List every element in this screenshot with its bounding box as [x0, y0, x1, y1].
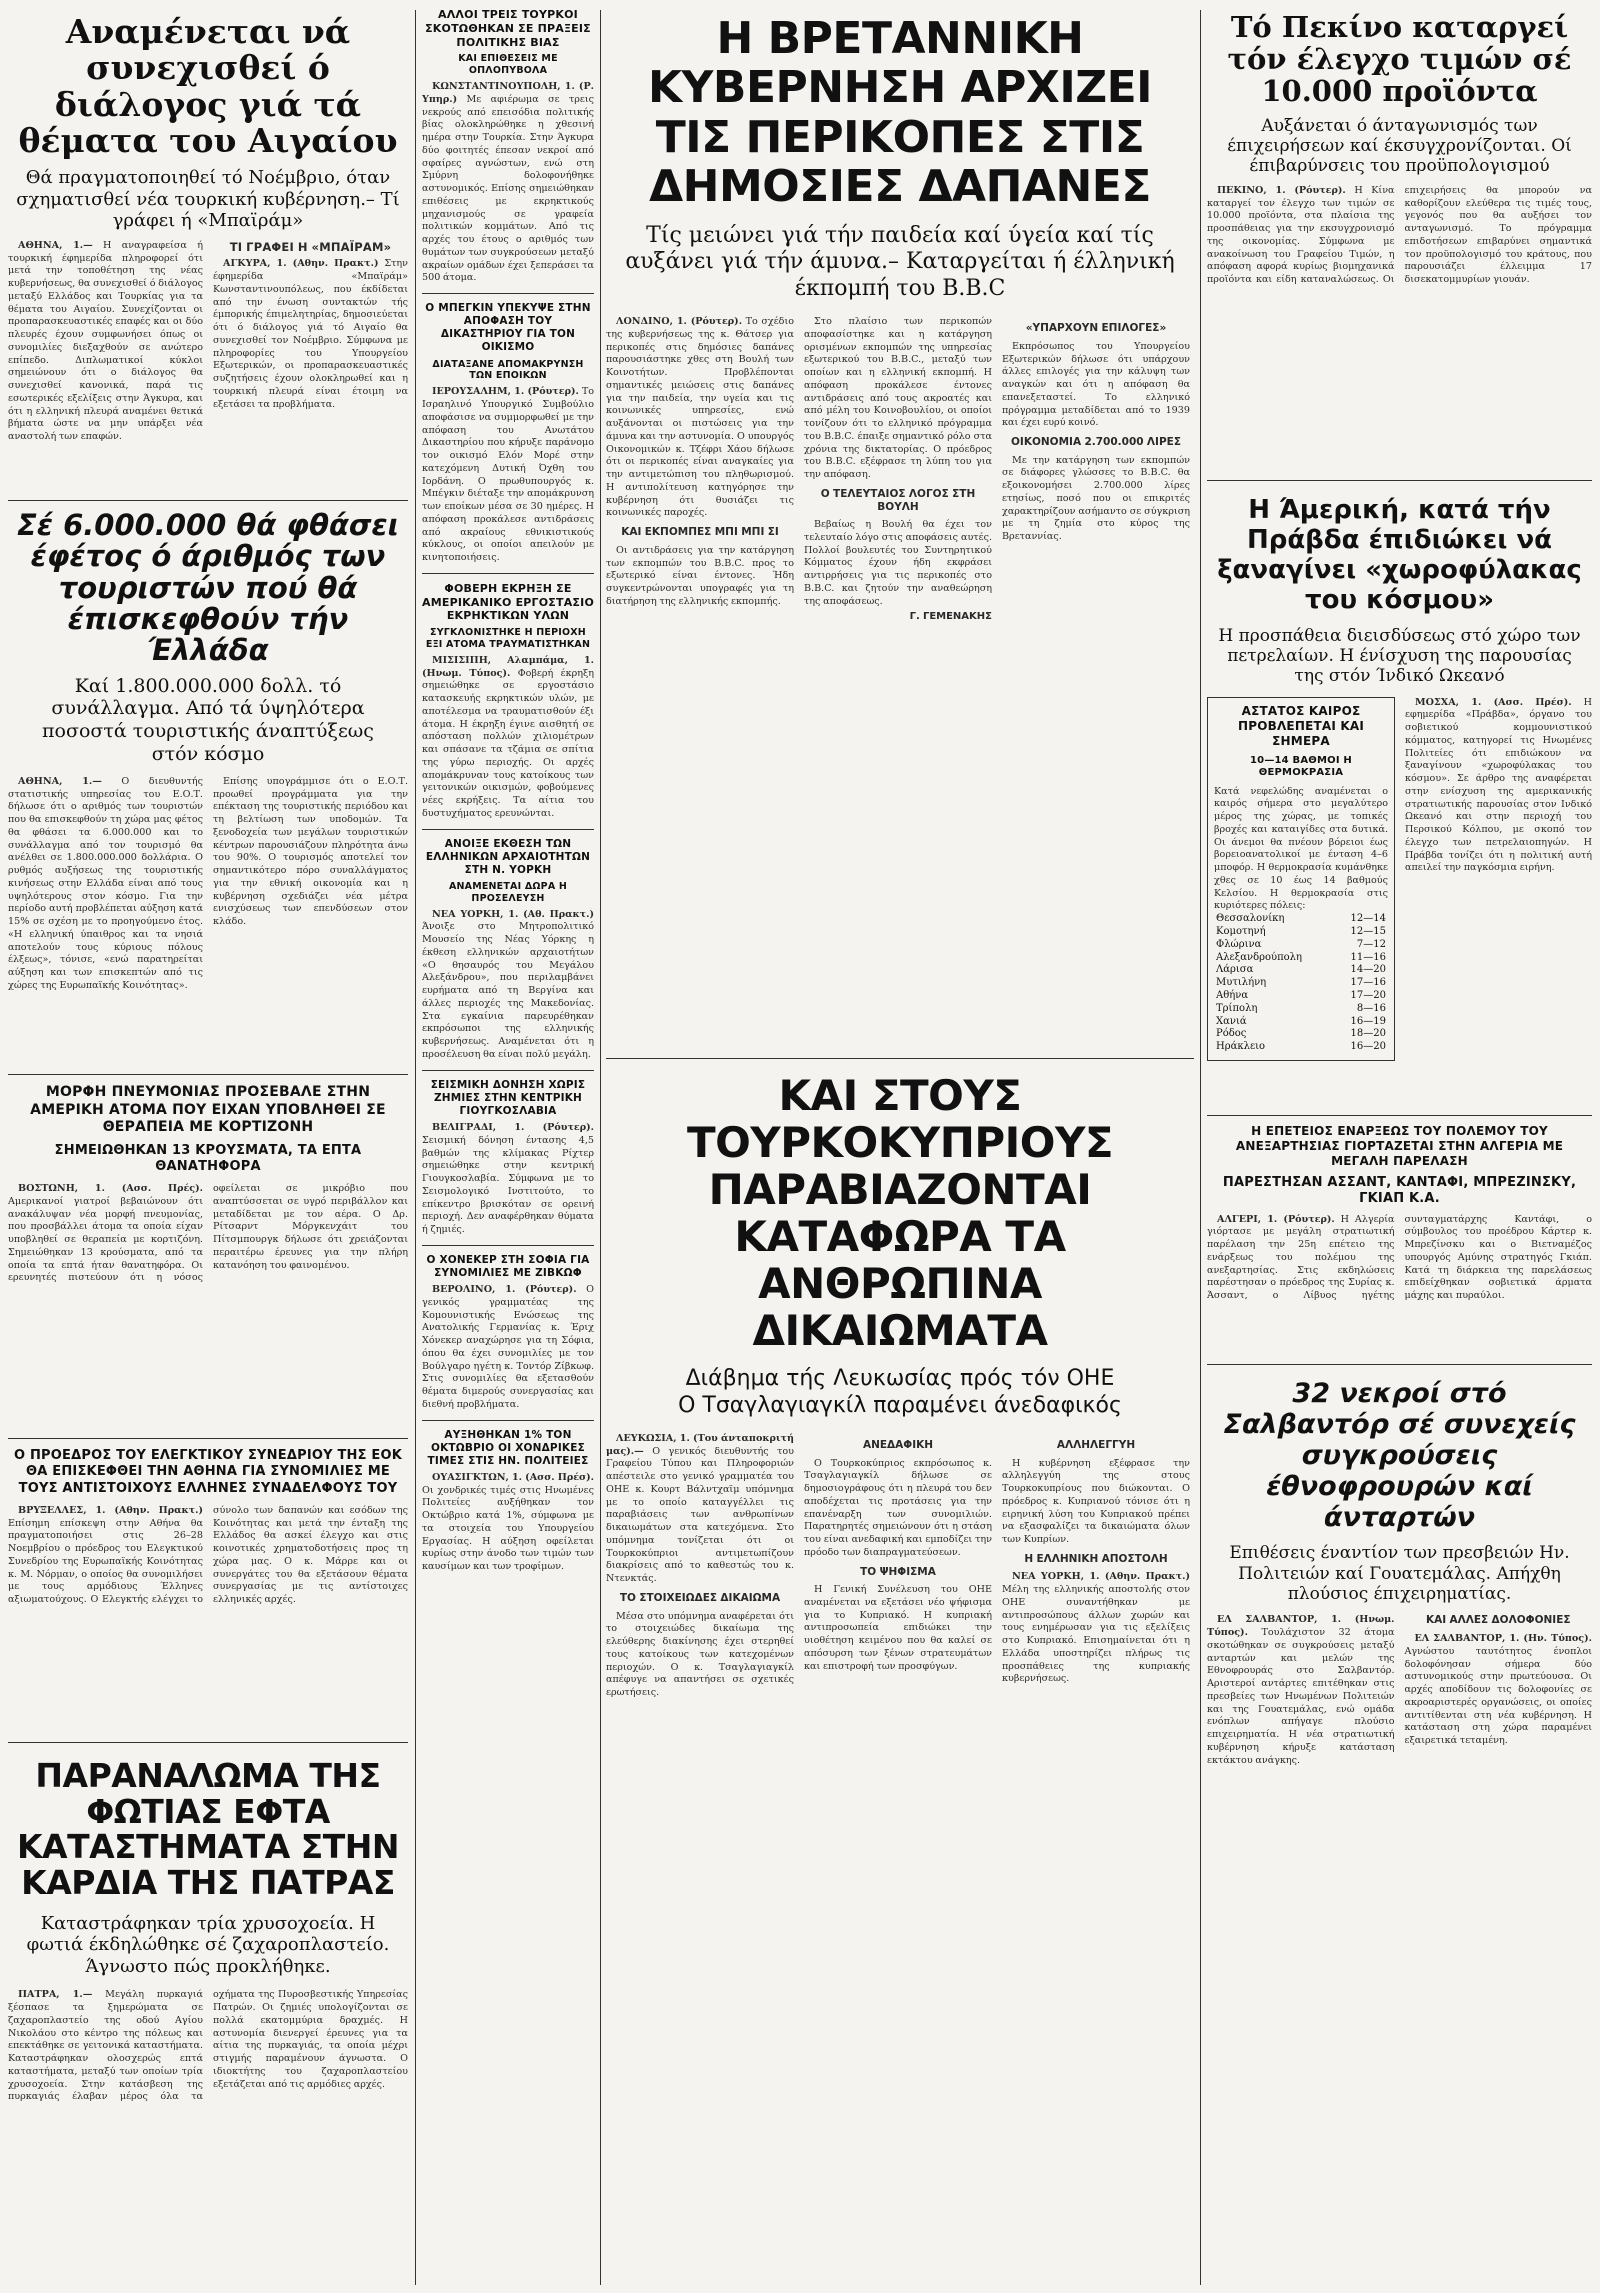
body-text: Μεγάλη πυρκαγιά ξέσπασε τα ξημερώματα σε ζαχαροπλαστείο της οδού Αγίου Νικολάου στο κέντρο της πόλεως και επεκτάθηκε σε γειτονικά καταστήματα. Καταστράφηκαν ολοσχερώς επτά καταστήματα, μεταξύ των οποίων τρία χρυσοχοεία. Στην κατάσβεση της πυρκαγιάς έλαβαν μέρος όλα τα οχήματα της Πυροσβεστικής Υπηρεσίας Πατρών. Οι ζημιές υπολογίζονται σε πολλά εκατομμύρια δραχμές. Η αστυνομία διενεργεί έρευνες για τα αίτια της πυρκαγιάς, τα οποία μέχρι στιγμής παραμένουν άγνωστα. Ο ιδιοκτήτης του ζαχαροπλαστείου εξετάζεται από τις αρμόδιες αρχές.	[8, 1989, 408, 2103]
section-label: ΤΟ ΨΗΦΙΣΜΑ	[860, 1565, 936, 1578]
temperature-value: 16—19	[1350, 1015, 1386, 1027]
temperature-row	[1214, 913, 1388, 926]
column-2	[422, 8, 594, 2285]
headline: Ο ΠΡΟΕΔΡΟΣ ΤΟΥ ΕΛΕΓΚΤΙΚΟΥ ΣΥΝΕΔΡΙΟΥ ΤΗΣ ΕΟΚ ΘΑ ΕΠΙΣΚΕΦΘΕΙ ΤΗΝ ΑΘΗΝΑ ΓΙΑ ΣΥΝΟΜΙΛΙΕΣ ΜΕ ΤΟΥΣ ΑΝΤΙΣΤΟΙΧΟΥΣ ΕΛΛΗΝΕΣ ΣΥΝΑΔΕΛΦΟΥΣ ΤΟΥ	[14, 1448, 402, 1496]
temperature-value: 12—15	[1350, 926, 1386, 938]
section-divider	[1207, 1115, 1592, 1116]
temperature-row	[1214, 952, 1388, 965]
article-tourists	[8, 506, 408, 1066]
article-prices	[422, 1429, 594, 1574]
dateline: ΑΛΓΕΡΙ, 1. (Ρόυτερ).	[1217, 1213, 1335, 1225]
headline: Η Άμερική, κατά τήν Πράβδα έπιδιώκει νά ξαναγίνει «χωροφύλακας του κόσμου»	[1217, 495, 1582, 615]
article-honecker	[422, 1254, 594, 1412]
temperature-row	[1214, 990, 1388, 1003]
dateline: ΑΓΚΥΡΑ, 1. (Αθην. Πρακτ.)	[223, 258, 379, 270]
temperature-value: 18—20	[1350, 1028, 1386, 1040]
temperature-table	[1214, 913, 1388, 1054]
headline: Ο ΜΠΕΓΚΙΝ ΥΠΕΚΥΨΕ ΣΤΗΝ ΑΠΟΦΑΣΗ ΤΟΥ ΔΙΚΑΣΤΗΡΙΟΥ ΓΙΑ ΤΟΝ ΟΙΚΙΣΜΟ	[425, 302, 591, 354]
temperature-row	[1214, 1028, 1388, 1041]
section-divider	[422, 1245, 594, 1246]
section-label: ΚΑΙ ΕΚΠΟΜΠΕΣ ΜΠΙ ΜΠΙ ΣΙ	[621, 526, 779, 539]
body-text: Ο γενικός γραμματέας της Κομουνιστικής Ενώσεως της Ανατολικής Γερμανίας κ. Έριχ Χόνεκερ αναχώρησε για τη Σόφια, όπου θα έχει συνομιλίες με τον Βούλγαρο ηγέτη κ. Τοντόρ Ζίβκωφ. Στις συνομιλίες θα εξετασθούν θέματα διμερούς συνεργασίας και διεθνή προβλήματα.	[422, 1284, 594, 1410]
section-label: ΟΙΚΟΝΟΜΙΑ 2.700.000 ΛΙΡΕΣ	[1011, 436, 1181, 449]
subheadline: ΚΑΙ ΕΠΙΘΕΣΕΙΣ ΜΕ ΟΠΛΟΠΥΒΟΛΑ	[458, 53, 558, 77]
body-text: Επίσημη επίσκεψη στην Αθήνα θα πραγματοποιήσει στις 26–28 Νοεμβρίου ο πρόεδρος του Ελεγκτικού Συνεδρίου της Ευρωπαϊκής Κοινότητας κ. Μ. Νόρμαν, ο οποίος θα συνομιλήσει με τους αρμόδιους Έλληνες αξιωματούχους. Ο Ελεγκτής ελέγχει το σύνολο των δαπανών και εσόδων της Κοινότητας και μετά την ένταξη της Ελλάδος θα ασκεί έλεγχο και στις κοινοτικές χρηματοδοτήσεις προς τη χώρα μας. Ο κ. Μάρρε και οι συνεργάτες του θα εξετάσουν θέματα συνεργασίας με τις αντίστοιχες ελληνικές αρχές.	[8, 1504, 408, 1605]
section-divider	[422, 829, 594, 830]
weather-title: ΑΣΤΑΤΟΣ ΚΑΙΡΟΣ	[1241, 703, 1361, 718]
article-pravda	[1207, 488, 1592, 1108]
city-name: Θεσσαλονίκη	[1216, 913, 1285, 925]
dateline: ΟΥΑΣΙΓΚΤΩΝ, 1. (Ασσ. Πρέσ).	[432, 1471, 594, 1483]
body-text: Με την κατάργηση των εκπομπών σε διάφορες γλώσσες το B.B.C. θα εξοικονομήσει 2.700.000 λίρες ετησίως, ποσό που οι επικριτές χαρακτηρίζουν ασήμαντο σε σύγκριση με τη ζημία στο κύρος της Βρεταννίας.	[1002, 454, 1190, 543]
column-divider	[415, 10, 416, 2285]
city-name: Κομοτηνή	[1216, 926, 1266, 938]
headline: Σέ 6.000.000 θά φθάσει έφέτος ό άριθμός των τουριστών πού θά έπισκεφθούν τήν Έλλάδα	[17, 508, 399, 668]
temperature-value: 11—16	[1350, 951, 1386, 963]
weather-title: ΠΡΟΒΛΕΠΕΤΑΙ ΚΑΙ ΣΗΜΕΡΑ	[1237, 718, 1365, 748]
dateline: ΛΕΥΚΩΣΙΑ, 1. (Του άνταποκριτή μας).—	[606, 1432, 794, 1457]
article-salvador	[1207, 1372, 1592, 2285]
headline: ΑΛΛΟΙ ΤΡΕΙΣ ΤΟΥΡΚΟΙ ΣΚΟΤΩΘΗΚΑΝ ΣΕ ΠΡΑΞΕΙΣ ΠΟΛΙΤΙΚΗΣ ΒΙΑΣ	[425, 8, 591, 49]
headline: Ο ΧΟΝΕΚΕΡ ΣΤΗ ΣΟΦΙΑ ΓΙΑ ΣΥΝΟΜΙΛΙΕΣ ΜΕ ΖΙΒΚΩΦ	[426, 1253, 590, 1279]
section-label: ΚΑΙ ΑΛΛΕΣ ΔΟΛΟΦΟΝΙΕΣ	[1425, 1614, 1571, 1627]
section-divider	[1207, 480, 1592, 481]
body-text: Η εφημερίδα «Πράβδα», όργανο του σοβιετικού κομμουνιστικού κόμματος, κατηγορεί τις Ηνωμένες Πολιτείες ότι επιδιώκουν να ξαναγίνουν «χωροφύλακας του κόσμου». Σε άρθρο της αναφέρεται στην ενίσχυση της αμερικανικής στρατιωτικής παρουσίας στον Ινδικό Ωκεανό και στην περιοχή του Περσικού Κόλπου, με σκοπό τον έλεγχο των πετρελαιοπηγών. Η Πράβδα τονίζει ότι η πολιτική αυτή απειλεί την παγκόσμια ειρήνη.	[1405, 696, 1592, 874]
city-name: Χανιά	[1216, 1015, 1247, 1027]
body-text: Το Ισραηλινό Υπουργικό Συμβούλιο αποφάσισε να συμμορφωθεί με την απόφαση του Ανωτάτου Δικαστηρίου που κήρυξε παράνομο τον οικισμό Ελόν Μορέ στην κατεχόμενη Δυτική Όχθη του Ιορδάνη. Ο πρωθυπουργός κ. Μπέγκιν διέταξε την απομάκρυνση των εποίκων μέσα σε 30 ημέρες. Η απόφαση προκάλεσε αντιδράσεις από ακραίους εθνικιστικούς κύκλους, οι οποίοι απειλούν με κινητοποιήσεις.	[422, 386, 594, 563]
temperature-row	[1214, 977, 1388, 990]
subheadline: Επιθέσεις έναντίον των πρεσβειών Ην. Πολιτειών καί Γουατεμάλας. Απήχθη πλούσιος έπιχειρηματίας.	[1229, 1543, 1570, 1605]
section-divider	[606, 1058, 1194, 1059]
headline: ΑΝΟΙΞΕ ΕΚΘΕΣΗ ΤΩΝ ΕΛΛΗΝΙΚΩΝ ΑΡΧΑΙΟΤΗΤΩΝ ΣΤΗ Ν. ΥΟΡΚΗ	[425, 837, 591, 876]
body-text: Οι χονδρικές τιμές στις Ηνωμένες Πολιτείες αυξήθηκαν τον Οκτώβριο κατά 1%, σύμφωνα με τα στοιχεία του Υπουργείου Εργασίας. Η αύξηση οφείλεται κυρίως στην άνοδο των τιμών των καυσίμων και των τροφίμων.	[422, 1484, 594, 1573]
body-text: Κατά νεφελώδης αναμένεται ο καιρός σήμερα στο μεγαλύτερο μέρος της χώρας, με τοπικές βροχές και καταιγίδες στα δυτικά. Οι άνεμοι θα πνέουν βόρειοι έως βορειοανατολικοί με ένταση 4–6 μποφόρ. Η θερμοκρασία κυμάνθηκε χθες σε 10 έως 14 βαθμούς Κελσίου. Η θερμοκρασία στις κυριότερες πόλεις:	[1214, 785, 1388, 912]
dateline: ΠΑΤΡΑ, 1.—	[18, 1989, 93, 2001]
temperature-row	[1214, 1003, 1388, 1016]
body-text: Η Κίνα καταργεί τον έλεγχο των τιμών σε 10.000 προϊόντα, στα πλαίσια της προσπάθειας για την εκσυγχρονισμό της οικονομίας. Σύμφωνα με ανακοίνωση του Γραφείου Τιμών, η απόφαση αφορά κυρίως βιομηχανικά προϊόντα και είδη καταναλώσεως. Οι επιχειρήσεις θα μπορούν να καθορίζουν ελεύθερα τις τιμές τους, γεγονός που θα αυξήσει τον ανταγωνισμό. Το πρόγραμμα επιδοτήσεων επιβαρύνει σημαντικά τον προϋπολογισμό του κράτους, που παρουσιάζει έλλειμμα 17 δισεκατομμυρίων γιουάν.	[1207, 184, 1592, 286]
subheadline: Θά πραγματοποιηθεί τό Νοέμβριο, όταν σχηματισθεί νέα τουρκική κυβέρνηση.– Τί γράφει ή «Μπαϊράμ»	[16, 167, 400, 232]
section-divider	[422, 1070, 594, 1071]
dateline: ΠΕΚΙΝΟ, 1. (Ρόυτερ).	[1217, 184, 1346, 196]
body-text: Μέσα στο υπόμνημα αναφέρεται ότι το στοιχειώδες δικαίωμα της ελεύθερης διακίνησης έχει στερηθεί τους κατοίκους των κατεχομένων περιοχών. Ο κ. Τσαγλαγιαγκίλ απέφυγε να απαντήσει σε σχετικές ερωτήσεις.	[606, 1610, 794, 1699]
headline: Τό Πεκίνο καταργεί τόν έλεγχο τιμών σέ 10.000 προϊόντα	[1227, 10, 1572, 108]
subheadline: ΠΑΡΕΣΤΗΣΑΝ ΑΣΣΑΝΤ, ΚΑΝΤΑΦΙ, ΜΠΡΕΖΙΝΣΚΥ, ΓΚΙΑΠ Κ.Α.	[1222, 1175, 1577, 1207]
dateline: ΝΕΑ ΥΟΡΚΗ, 1. (Αθην. Πρακτ.)	[1012, 1571, 1190, 1583]
body-text: Αγνώστου ταυτότητος ένοπλοι δολοφόνησαν σήμερα δύο αστυνομικούς στην πρωτεύουσα. Οι αρχές αποδίδουν τις δολοφονίες σε ακροαριστερές οργανώσεις, οι οποίες αντιτίθενται στη νέα κυβέρνηση. Η κατάσταση στη χώρα παραμένει εξαιρετικά τεταμένη.	[1404, 1645, 1592, 1746]
section-label: Ο ΤΕΛΕΥΤΑΙΟΣ ΛΟΓΟΣ ΣΤΗ ΒΟΥΛΗ	[820, 487, 976, 513]
headline: Η ΒΡΕΤΑΝΝΙΚΗ ΚΥΒΕΡΝΗΣΗ ΑΡΧΙΖΕΙ ΤΙΣ ΠΕΡΙΚΟΠΕΣ ΣΤΙΣ ΔΗΜΟΣΙΕΣ ΔΑΠΑΝΕΣ	[647, 13, 1153, 212]
dateline: ΜΟΣΧΑ, 1. (Ασσ. Πρέσ).	[1415, 696, 1572, 708]
dateline: ΙΕΡΟΥΣΑΛΗΜ, 1. (Ρόυτερ).	[432, 386, 579, 398]
subheadline: ΔΙΑΤΑΞΑΝΕ ΑΠΟΜΑΚΡΥΝΣΗ ΤΩΝ ΕΠΟΙΚΩΝ	[432, 358, 584, 382]
dateline: ΒΕΡΟΛΙΝΟ, 1. (Ρόυτερ).	[432, 1284, 577, 1295]
body-text: Στην έφημερίδα «Μπαϊράμ» Κωνσταντινουπόλεως, που έκδίδεται από την ένωση συντακτών τής έμπορικής έπιμελητηρίας, δημοσιεύεται ότι ό διάλογος γιά τό Αιγαίο θα συνεχισθεί τον Νοέμβριο. Σύμφωνα με πληροφορίες του Υπουργείου Εξωτερικών, οι προπαρασκευαστικές συζητήσεις έχουν ολοκληρωθεί και η τουρκική πλευρά είναι έτοιμη να εξετάσει τα προβλήματα.	[213, 258, 408, 410]
dateline: ΒΟΣΤΩΝΗ, 1. (Ασσ. Πρές).	[18, 1183, 203, 1194]
subheadline: Τίς μειώνει γιά τήν παιδεία καί ύγεία καί τίς αυξάνει γιά τήν άμυνα.– Καταργείται ή έλληνική έκπομπή του B.B.C	[625, 223, 1175, 301]
body-text: Η Αλγερία γιόρτασε με μεγάλη στρατιωτική παρέλαση την 25η επέτειο της ενάρξεως του πολέμου της ανεξαρτησίας. Στις εκδηλώσεις παρέστησαν ο πρόεδρος της Συρίας κ. Άσσαντ, ο Λίβυος ηγέτης συνταγματάρχης Καντάφι, ο σύμβουλος του προέδρου Κάρτερ κ. Μπρεζίνσκυ και ο Βιετναμέζος υπουργός Αμύνης στρατηγός Γκιάπ. Κατά τη διάρκεια της παρελάσεως επιδείχθηκαν σοβιετικά άρματα μάχης και πυραύλοι.	[1207, 1213, 1592, 1301]
section-label: ΑΝΕΔΑΦΙΚΗ	[862, 1438, 934, 1451]
body-text: Φοβερή έκρηξη σημειώθηκε σε εργοστάσιο κατασκευής εκρηκτικών υλών, με αποτέλεσμα να τραυματισθούν έξι άτομα. Η έκρηξη έγινε αισθητή σε απόσταση πολλών χιλιομέτρων και σπάσανε τα τζάμια σε σπίτια της γύρω περιοχής. Οι αρχές απομάκρυναν τους κατοίκους των γειτονικών οικισμών, φοβούμενες νέες εκρήξεις. Τα αίτια του δυστυχήματος ερευνώνται.	[422, 667, 594, 819]
body-text: Οι αντιδράσεις για την κατάργηση των εκπομπών του B.B.C. προς το εξωτερικό είναι έντονες. Ήδη συγκεντρώνονται υπογραφές για τη διατήρηση της ελληνικής εκπομπής.	[606, 544, 794, 607]
dateline: ΚΩΝΣΤΑΝΤΙΝΟΥΠΟΛΗ, 1. (Ρ. Υπηρ.)	[422, 81, 594, 105]
body-text: Βεβαίως η Βουλή θα έχει τον τελευταίο λόγο στις αποφάσεις αυτές. Πολλοί βουλευτές του Συντηρητικού Κόμματος έχουν ήδη εκφράσει αντιρρήσεις για τις περικοπές στο B.B.C. και ζητούν την αναθεώρηση της αποφάσεως.	[804, 519, 992, 607]
article-pneumonia	[8, 1080, 408, 1430]
body-text: Η Γενική Συνέλευση του ΟΗΕ αναμένεται να εξετάσει νέο ψήφισμα για το Κυπριακό. Η κυπριακή αντιπροσωπεία επιδιώκει την υιοθέτηση κειμένου που θα καλεί σε απόσυρση των ξένων στρατευμάτων και επιστροφή των προσφύγων.	[804, 1584, 992, 1672]
body-text: Με αφιέρωμα σε τρεις νεκρούς από επεισόδια πολιτικής βίας ολοκληρώθηκε η χθεσινή ημέρα στην Τουρκία. Στην Άγκυρα δύο φοιτητές έπεσαν νεκροί από σφαίρες αγνώστων, ενώ στη Σμύρνη δολοφονήθηκε αστυνομικός. Επίσης σημειώθηκαν επιθέσεις με εκρηκτικούς μηχανισμούς σε γραφεία πολιτικών κομμάτων. Από τις αρχές του έτους ο αριθμός των θυμάτων των συγκρούσεων μεταξύ ακραίων ομάδων έχει ξεπεράσει τα 500 άτομα.	[422, 93, 594, 284]
temperature-row	[1214, 939, 1388, 952]
city-name: Ηράκλειο	[1216, 1041, 1266, 1053]
dateline: ΜΙΣΙΣΙΠΗ, Αλαμπάμα, 1. (Ηνωμ. Τύπος).	[422, 654, 594, 679]
article-eec	[8, 1444, 408, 1734]
temperature-value: 17—16	[1350, 977, 1386, 989]
headline: 32 νεκροί στό Σαλβαντόρ σέ συνεχείς συγκρούσεις έθνοφρουρών καί άνταρτών	[1223, 1378, 1576, 1534]
subheadline: Αυξάνεται ό άνταγωνισμός των έπιχειρήσεων καί έκσυγχρονίζονται. Οί έπιβαρύνσεις του προϋπολογισμού	[1227, 115, 1572, 177]
body-text: Επίσης υπογράμμισε ότι ο Ε.Ο.Τ. προωθεί προγράμματα για την επέκταση της τουριστικής περιόδου και τη βελτίωση των υποδομών. Τα ξενοδοχεία των μεγάλων τουριστικών κέντρων παρουσιάζουν πληρότητα άνω του 90%. Ο τουρισμός αποτελεί τον σημαντικότερο πόρο συναλλάγματος για την εθνική οικονομία και η κυβέρνηση σχεδιάζει νέα μέτρα ενισχύσεως των επενδύσεων στον κλάδο.	[213, 775, 408, 927]
subheadline: ΑΝΑΜΕΝΕΤΑΙ ΔΩΡΑ Η ΠΡΟΣΕΛΕΥΣΗ	[448, 880, 568, 904]
temperature-value: 14—20	[1350, 964, 1386, 976]
headline: Αναμένεται νά συνεχισθεί ό διάλογος γιά τά θέματα του Αιγαίου	[18, 12, 398, 160]
dateline: ΕΛ ΣΑΛΒΑΝΤΟΡ, 1. (Ηνωμ. Τύπος).	[1207, 1614, 1395, 1639]
article-uk-spending	[606, 8, 1194, 1053]
body-text: Ο διευθυντής στατιστικής υπηρεσίας του Ε.Ο.Τ. δήλωσε ότι ο αριθμός των τουριστών που θα επισκεφθούν τη χώρα μας φέτος θα φθάσει τα 6.000.000 και το συνάλλαγμα από τον τουρισμό θα ανέλθει σε 1.800.000.000 δολλάρια. Ο ρυθμός αυξήσεως της τουριστικής κινήσεως στην Ελλάδα είναι από τους υψηλότερους στον κόσμο. Για την περίοδο αυτή προβλέπεται αύξηση κατά 15% σε σχέση με το προηγούμενο έτος. «Η ελληνική ύπαιθρος και τα νησιά αποτελούν τους κύριους πόλους έλξεως», τόνισε, «ενώ παρατηρείται αύξηση και των επισκεπτών από τις χώρες της Ευρωπαϊκής Κοινότητας».	[8, 775, 203, 991]
headline: ΑΥΞΗΘΗΚΑΝ 1% ΤΟΝ ΟΚΤΩΒΡΙΟ ΟΙ ΧΟΝΔΡΙΚΕΣ ΤΙΜΕΣ ΣΤΙΣ ΗΝ. ΠΟΛΙΤΕΙΕΣ	[427, 1428, 589, 1467]
subheadline: ΣΗΜΕΙΩΘΗΚΑΝ 13 ΚΡΟΥΣΜΑΤΑ, ΤΑ ΕΠΤΑ ΘΑΝΑΤΗΦΟΡΑ	[54, 1142, 362, 1174]
body-text: Η κυβέρνηση εξέφρασε την αλληλεγγύη της στους Τουρκοκυπρίους που διώκονται. Ο πρόεδρος κ. Κυπριανού τόνισε ότι η ειρηνική λύση του Κυπριακού πρέπει να εξασφαλίζει τα δικαιώματα όλων των Κυπρίων.	[1002, 1457, 1190, 1546]
section-divider	[8, 500, 408, 501]
body-text: Εκπρόσωπος του Υπουργείου Εξωτερικών δήλωσε ότι υπάρχουν άλλες επιλογές για την κάλυψη των αναγκών και ότι η απόφαση θα επανεξεταστεί. Το ελληνικό πρόγραμμα μεταδίδεται από το 1939 και έχει ευρύ κοινό.	[1002, 340, 1190, 429]
article-turkey	[422, 8, 594, 285]
section-label: «ΥΠΑΡΧΟΥΝ ΕΠΙΛΟΓΕΣ»	[1025, 322, 1167, 335]
section-divider	[1207, 1364, 1592, 1365]
column-divider	[600, 10, 601, 2285]
city-name: Ρόδος	[1216, 1028, 1247, 1040]
temperature-row	[1214, 964, 1388, 977]
dateline: ΑΘΗΝΑ, 1.—	[18, 239, 93, 251]
article-china	[1207, 8, 1592, 473]
temperature-value: 7—12	[1356, 938, 1386, 950]
article-aegean	[8, 8, 408, 498]
body-text: Σεισμική δόνηση έντασης 4,5 βαθμών της κλίμακας Ρίχτερ σημειώθηκε στην κεντρική Γιουγκοσλαβία. Σύμφωνα με το Σεισμολογικό Ινστιτούτο, το επίκεντρο βρισκόταν σε ορεινή περιοχή. Δεν αναφέρθηκαν θύματα ή ζημιές.	[422, 1134, 594, 1235]
city-name: Τρίπολη	[1216, 1002, 1258, 1014]
section-divider	[422, 293, 594, 294]
subheadline: Η προσπάθεια διεισδύσεως στό χώρο των πετρελαίων. Η ένίσχυση της παρουσίας της στόν Ίνδικό Ωκεανό	[1218, 625, 1581, 687]
section-divider	[422, 573, 594, 574]
subheadline: Καί 1.800.000.000 δολλ. τό συνάλλαγμα. Από τά ύψηλότερα ποσοστά τουριστικής άναπτύξεως στόν κόσμο	[42, 674, 374, 765]
section-label: Η ΕΛΛΗΝΙΚΗ ΑΠΟΣΤΟΛΗ	[1024, 1552, 1168, 1565]
headline: ΜΟΡΦΗ ΠΝΕΥΜΟΝΙΑΣ ΠΡΟΣΕΒΑΛΕ ΣΤΗΝ ΑΜΕΡΙΚΗ ΑΤΟΜΑ ΠΟΥ ΕΙΧΑΝ ΥΠΟΒΛΗΘΕΙ ΣΕ ΘΕΡΑΠΕΙΑ ΜΕ ΚΟΡΤΙΖΟΝΗ	[30, 1084, 386, 1135]
temperature-row	[1214, 926, 1388, 939]
dateline: ΒΡΥΞΕΛΛΕΣ, 1. (Αθην. Πρακτ.)	[18, 1504, 203, 1516]
dateline: ΒΕΛΙΓΡΑΔΙ, 1. (Ρόυτερ).	[432, 1122, 594, 1133]
dateline: ΛΟΝΔΙΝΟ, 1. (Ρόυτερ).	[616, 316, 743, 328]
section-label: ΤΙ ΓΡΑΦΕΙ Η «ΜΠΑΪΡΑΜ»	[229, 239, 392, 254]
temperature-row	[1214, 1016, 1388, 1029]
subheadline: ΣΥΓΚΛΟΝΙΣΤΗΚΕ Η ΠΕΡΙΟΧΗ ΕΞΙ ΑΤΟΜΑ ΤΡΑΥΜΑΤΙΣΤΗΚΑΝ	[425, 627, 591, 650]
section-divider	[8, 1074, 408, 1075]
temperature-row	[1214, 1041, 1388, 1054]
section-divider	[8, 1438, 408, 1439]
article-exhibition	[422, 838, 594, 1062]
headline: ΚΑΙ ΣΤΟΥΣ ΤΟΥΡΚΟΚΥΠΡΙΟΥΣ ΠΑΡΑΒΙΑΖΟΝΤΑΙ ΚΑΤΑΦΩΡΑ ΤΑ ΑΝΘΡΩΠΙΝΑ ΔΙΚΑΙΩΜΑΤΑ	[686, 1071, 1114, 1356]
section-label: ΤΟ ΣΤΟΙΧΕΙΩΔΕΣ ΔΙΚΑΙΩΜΑ	[619, 1591, 781, 1604]
city-name: Αθήνα	[1216, 990, 1249, 1002]
city-name: Λάρισα	[1216, 964, 1254, 976]
temperature-value: 12—14	[1350, 913, 1386, 925]
temperature-value: 16—20	[1350, 1041, 1386, 1053]
city-name: Αλεξανδρούπολη	[1216, 951, 1303, 963]
section-divider	[422, 1420, 594, 1421]
body-text: Αμερικανοί γιατροί βεβαιώνουν ότι ανακάλυψαν νέα μορφή πνευμονίας, που προσβάλλει άτομα τα οποία είχαν υποβληθεί σε θεραπεία με κορτιζόνη. Σημειώθηκαν 13 κρούσματα, από τα οποία τα επτά ήταν θανατηφόρα. Οι ερευνητές πιστεύουν ότι η νόσος οφείλεται σε μικρόβιο που αναπτύσσεται σε υγρό περιβάλλον και μεταδίδεται με τον αέρα. Ο Δρ. Ρίτσαρντ Μόργκενχάιτ του Πίτσμπουργκ δήλωσε ότι χρειάζονται περαιτέρω έρευνες για την πλήρη κατανόηση του φαινομένου.	[8, 1183, 408, 1284]
column-divider	[1200, 10, 1201, 2285]
section-label: ΑΛΛΗΛΕΓΓΥΗ	[1056, 1438, 1136, 1451]
body-text: Ο γενικός διευθυντής του Γραφείου Τύπου και Πληροφοριών απέστειλε στο γενικό γραμματέα του ΟΗΕ κ. Κουρτ Βάλντχαϊμ υπόμνημα με το οποίο καταγγέλλει τις παραβιάσεις των ανθρωπίνων δικαιωμάτων στα κατεχόμενα. Στο υπόμνημα τονίζεται ότι οι Τουρκοκύπριοι αντιμετωπίζουν διακρίσεις από το καθεστώς του κ. Ντενκτάς.	[606, 1445, 795, 1585]
dateline: ΝΕΑ ΥΟΡΚΗ, 1. (Αθ. Πρακτ.)	[432, 908, 594, 920]
dateline: ΑΘΗΝΑ, 1.—	[18, 775, 102, 787]
weather-subtitle: 10—14 ΒΑΘΜΟΙ Η ΘΕΡΜΟΚΡΑΣΙΑ	[1250, 754, 1352, 779]
article-quake	[422, 1079, 594, 1237]
dateline: ΕΛ ΣΑΛΒΑΝΤΟΡ, 1. (Ην. Τύπος).	[1414, 1633, 1592, 1644]
subheadline: Καταστράφηκαν τρία χρυσοχοεία. Η φωτιά έκδηλώθηκε σέ ζαχαροπλαστείο. Άγνωστο πώς προκλήθηκε.	[26, 1912, 390, 1977]
headline: ΣΕΙΣΜΙΚΗ ΔΟΝΗΣΗ ΧΩΡΙΣ ΖΗΜΙΕΣ ΣΤΗΝ ΚΕΝΤΡΙΚΗ ΓΙΟΥΓΚΟΣΛΑΒΙΑ	[430, 1078, 586, 1117]
body-text: Η αναγραφείσα ή τουρκική έφημερίδα πληροφορεί ότι μετά την τοποθέτηση της νέας κυβερνήσεως, θα συνεχισθεί ό διάλογος μεταξύ Ελλάδος και Τουρκίας για τα θέματα του Αιγαίου. Συνεχίζονται οι προπαρασκευαστικές επαφές και οι δύο πλευρές έχουν συμφωνήσει όπως οι συνομιλίες διεξαχθούν σε ανώτερο επίπεδο. Διπλωματικοί κύκλοι σημειώνουν ότι ο διάλογος θα συνεχισθεί κανονικά, παρά τις εσωτερικές εξελίξεις στην Άγκυρα, και ότι η ελληνική πλευρά αναμένει θετικά βήματα ώστε να μην υπάρξει νέα αναστολή των επαφών.	[8, 239, 203, 443]
section-divider	[8, 1742, 408, 1743]
temperature-value: 8—16	[1356, 1002, 1386, 1014]
article-algeria	[1207, 1122, 1592, 1357]
headline: Η ΕΠΕΤΕΙΟΣ ΕΝΑΡΞΕΩΣ ΤΟΥ ΠΟΛΕΜΟΥ ΤΟΥ ΑΝΕΞΑΡΤΗΣΙΑΣ ΓΙΟΡΤΑΖΕΤΑΙ ΣΤΗΝ ΑΛΓΕΡΙΑ ΜΕ ΜΕΓΑΛΗ ΠΑΡΕΛΑΣΗ	[1235, 1124, 1564, 1168]
weather-box	[1207, 697, 1395, 1061]
body-text: Άνοιξε στο Μητροπολιτικό Μουσείο της Νέας Υόρκης η έκθεση ελληνικών αρχαιοτήτων «Ο θησαυρός του Μεγάλου Αλεξάνδρου», που περιλαμβάνει ευρήματα από τη Βεργίνα και άλλες περιοχές της Μακεδονίας. Στα εγκαίνια παρευρέθηκαν εκπρόσωποι της ελληνικής κυβερνήσεως. Αναμένεται ότι η προσέλευση θα είναι πολύ μεγάλη.	[422, 921, 594, 1060]
body-text: Τουλάχιστον 32 άτομα σκοτώθηκαν σε συγκρούσεις μεταξύ ανταρτών και μελών της Εθνοφρουράς στο Σαλβαντόρ. Αριστεροί αντάρτες επιτέθηκαν στις πρεσβείες των Ηνωμένων Πολιτειών και της Γουατεμάλας, ενώ ομάδα ενόπλων απήγαγε πλούσιο επιχειρηματία. Η νέα στρατιωτική κυβέρνηση κήρυξε κατάσταση εκτάκτου ανάγκης.	[1207, 1627, 1395, 1766]
article-patras	[8, 1750, 408, 2285]
body-text: Μέλη της ελληνικής αποστολής στον ΟΗΕ συναντήθηκαν με αντιπροσώπους άλλων χωρών και τους ενημέρωσαν για τις εξελίξεις στο Κυπριακό. Επισημαίνεται ότι η Ελλάδα υποστηρίζει πλήρως τις προσπάθειες της κυπριακής κυβερνήσεως.	[1002, 1584, 1190, 1685]
body-text: Το σχέδιο της κυβερνήσεως της κ. Θάτσερ για περικοπές στις δημόσιες δαπάνες παρουσιάστηκε χθες στη Βουλή των Κοινοτήτων. Προβλέπονται σημαντικές μειώσεις στις δαπάνες για την παιδεία, την υγεία και τις κοινωνικές υπηρεσίες, ενώ αυξάνονται οι πιστώσεις για την άμυνα και την αστυνομία. Ο υπουργός Οικονομικών κ. Τζέφρι Χάου δήλωσε ότι οι περικοπές είναι αναγκαίες για την αντιμετώπιση του πληθωρισμού. Η αντιπολίτευση κατηγόρησε την κυβέρνηση ότι θυσιάζει τις κοινωνικές παροχές.	[606, 316, 794, 519]
city-name: Φλώρινα	[1216, 938, 1262, 950]
subheadline: Διάβημα τής Λευκωσίας πρός τόν ΟΗΕ	[685, 1366, 1115, 1392]
body-text: Ο Τουρκοκύπριος εκπρόσωπος κ. Τσαγλαγιαγκίλ δήλωσε σε δημοσιογράφους ότι η πλευρά του δεν αποδέχεται τις προτάσεις για την επανέναρξη των συνομιλιών. Παρατηρητές σημειώνουν ότι η στάση του είναι ανεδαφική και εμποδίζει την πρόοδο των διαπραγματεύσεων.	[804, 1457, 992, 1558]
city-name: Μυτιλήνη	[1216, 977, 1267, 989]
article-cyprus	[606, 1066, 1194, 2285]
temperature-value: 17—20	[1350, 990, 1386, 1002]
author-signature: Γ. ΓΕΜΕΝΑΚΗΣ	[909, 611, 992, 623]
headline: ΠΑΡΑΝΑΛΩΜΑ ΤΗΣ ΦΩΤΙΑΣ ΕΦΤΑ ΚΑΤΑΣΤΗΜΑΤΑ ΣΤΗΝ ΚΑΡΔΙΑ ΤΗΣ ΠΑΤΡΑΣ	[16, 1756, 400, 1902]
article-israel	[422, 302, 594, 565]
subheadline: Ο Τσαγλαγιαγκίλ παραμένει άνεδαφικός	[678, 1392, 1122, 1418]
body-text: Στο πλαίσιο των περικοπών αποφασίστηκε και η κατάργηση ορισμένων εκπομπών της υπηρεσίας εξωτερικού του B.B.C., μεταξύ των οποίων και η ελληνική εκπομπή. Η απόφαση προκάλεσε έντονες αντιδράσεις από τους ακροατές και από μέλη του Κοινοβουλίου, οι οποίοι τονίζουν ότι το ελληνικό πρόγραμμα του B.B.C. έπαιξε σημαντικό ρόλο στα χρόνια της δικτατορίας. Ο πρόεδρος του B.B.C. εξέφρασε τη λύπη του για την απόφαση.	[804, 316, 992, 481]
article-explosion	[422, 582, 594, 821]
headline: ΦΟΒΕΡΗ ΕΚΡΗΞΗ ΣΕ ΑΜΕΡΙΚΑΝΙΚΟ ΕΡΓΟΣΤΑΣΙΟ ΕΚΡΗΚΤΙΚΩΝ ΥΛΩΝ	[422, 581, 594, 623]
